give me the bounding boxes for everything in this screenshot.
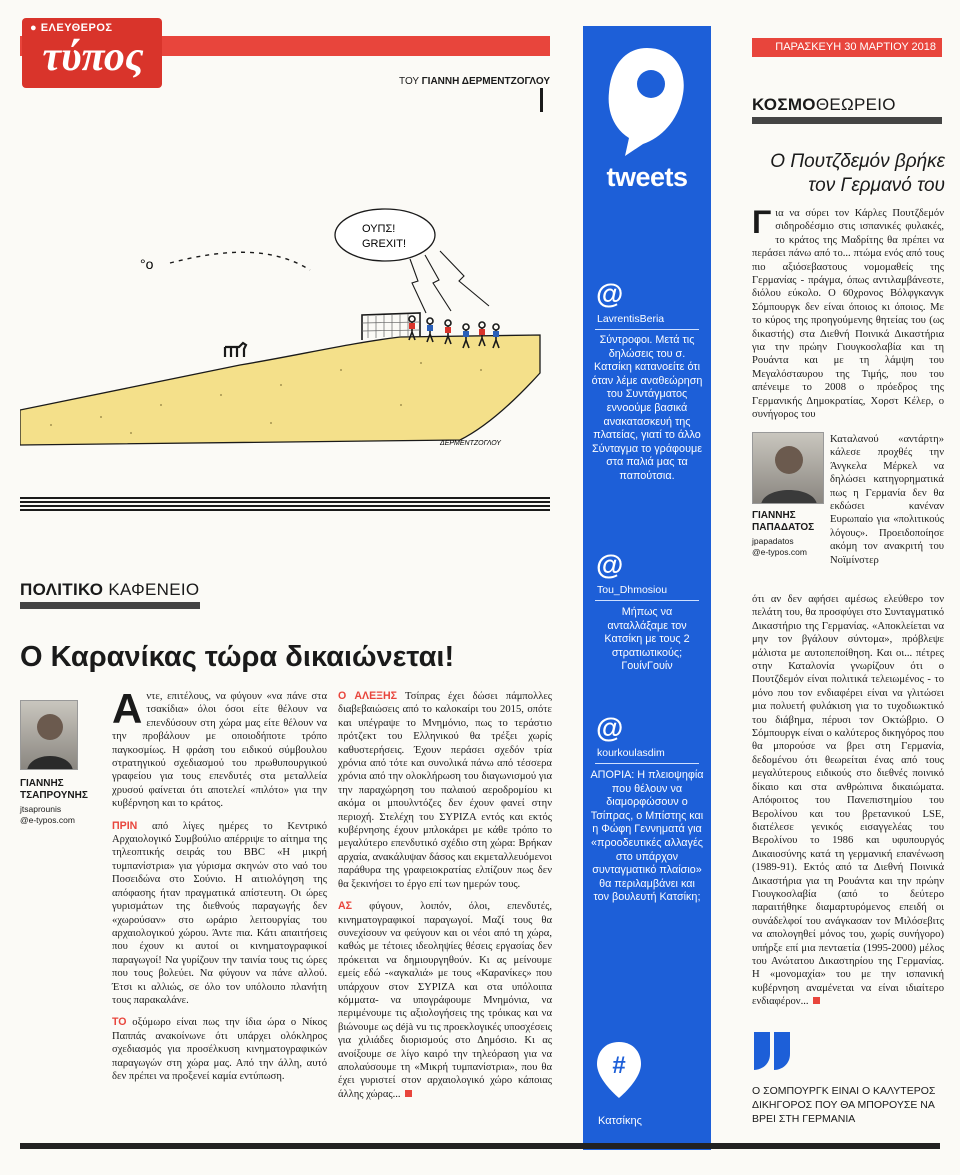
right-headline: Ο Πουτζδεμόν βρήκε τον Γερμανό του <box>770 151 945 196</box>
hashtag-pin-icon <box>595 1040 643 1100</box>
cartoon-speech-bubble <box>335 209 435 261</box>
dropcap: Γ <box>752 204 772 240</box>
pull-quote-caption: Ο ΣΟΜΠΟΥΡΓΚ ΕΙΝΑΙ Ο ΚΑΛΥΤΕΡΟΣ ΔΙΚΗΓΟΡΟΣ ΠΟΥ ΘΑ ΜΠΟΡΟΥΣΕ ΝΑ ΒΡΕΙ ΣΤΗ ΓΕΡΜΑΝΙΑ <box>752 1085 936 1125</box>
tweets-title: tweets <box>606 162 688 192</box>
brand-logo-top: ● ΕΛΕΥΘΕΡΟΣ <box>30 22 113 34</box>
avatar-silhouette-icon <box>753 433 824 504</box>
cartoon-voice-lines <box>410 251 489 313</box>
left-article-col1: Αντε, επιτέλους, να φύγουν «να πάνε στα τσακίδια» όλοι όσοι είτε θέλουν να επενδύσουν στη χώρα μας είτε θέλουν να την προβάλουν με οποιοδήποτε τρόπο παγκοσμίως. Η φράση του ειδικού σύμβουλου στρατηγικού σχεδιασμού του πρωθυπουργικού γραφείου για τους επενδυτές στα μεταλλεία χρυσού φαίνεται ότι αποτελεί «πιλότο» για την κυβέρνηση και το κράτος. ΠΡΙΝ από λίγες ημέρες το Κεντρικό Αρχαιολογικό Συμβούλιο απέρριψε το αίτημα της τηλεοπτικής σειράς του BBC «Η μικρή τυμπανίστρια» για γύρισμα σκηνών στο ναό του Ποσειδώνα στο Σούνιο. Η αιτιολόγηση της απόφασης ήταν πραγματικά απίστευτη. Οι ώρες γυρισμάτων της διεθνούς παραγωγής δεν «χωρούσαν» στο ωράριο λειτουργίας του αρχαιολογικού χώρου. Άντε πια. Κάτι απαιτήσεις που έχουν κι αυτοί οι κινηματογραφικοί παραγωγοί! Να γυρίζουν την ταινία τους τις ώρες που τους βολεύει. Να φύγουν να πάνε αλλού. Έτσι κι αλλιώς, σε όλο τον υπόλοιπο πλανήτη τους παρακαλάνε. ΤΟ οξύμωρο είναι πως την ίδια ώρα ο Νίκος Παππάς ανακοίνωνε ότι υπάρχει ολόκληρος σχεδιασμός για προσέλκυση κινηματογραφικών παραγωγών στη χώρα μας. Από την άλλη, αυτό δεν πρέπει να προξενεί καμία εντύπωση. <box>112 685 327 1082</box>
tweet-divider <box>595 600 699 601</box>
byline-name: ΓΙΑΝΝΗ ΔΕΡΜΕΝΤΖΟΓΛΟΥ <box>421 76 550 87</box>
hashtag-label[interactable]: Κατσίκης <box>598 1115 642 1127</box>
author-name-tsaprounis: ΓΙΑΝΝΗΣ ΤΣΑΠΡΟΥΝΗΣ <box>20 778 88 801</box>
tweet-handle[interactable]: LavrentisBeria <box>597 313 665 325</box>
author-photo-papadatos <box>752 432 824 504</box>
author-name-papadatos: ΓΙΑΝΝΗΣ ΠΑΠΑΔΑΤΟΣ <box>752 510 815 533</box>
byline: ΤΟΥ ΓΙΑΝΝΗ ΔΕΡΜΕΝΤΖΟΓΛΟΥ <box>399 76 550 87</box>
tweet-divider <box>595 329 699 330</box>
tweet-divider <box>595 763 699 764</box>
tweet-at-icon: @ <box>596 549 624 580</box>
author-contact-papadatos: jpapadatos @e-typos.com <box>752 536 807 557</box>
tweet-handle[interactable]: Tou_Dhmosiou <box>597 584 668 596</box>
svg-text:#: # <box>612 1052 626 1079</box>
tweet-text: Σύντροφοι. Μετά τις δηλώσεις του σ. Κατσίκη κατανοείτε ότι όταν λέμε αναθεώρηση του Συντάγματος εννοούμε βασικά ανακατασκευή της πλατείας, γιατί το άλλο Σύνταγμα το γράφουμε στα παλιά μας τα παπούτσια. <box>591 334 703 482</box>
quote-mark-icon <box>752 1030 794 1072</box>
end-mark <box>405 1090 412 1097</box>
bottom-rule <box>20 1143 940 1149</box>
cartoon-ball-text: °o <box>140 256 154 272</box>
separator-rules <box>20 497 550 511</box>
right-article-wrap: Καταλανού «αντάρτη» κάλεσε προχθές την Άνγκελα Μέρκελ να δηλώσει κατηγορηματικά πως η Γερμανία δεν θα εκδώσει κανέναν Ευρωπαίο για «πολιτικούς λόγους». Προειδοποίησε ακόμη τον ανακριτή του Νοϊμίνστερ <box>830 434 944 566</box>
issue-date: ΠΑΡΑΣΚΕΥΗ 30 ΜΑΡΤΙΟΥ 2018 <box>752 38 942 57</box>
cartoon-dog <box>225 343 246 357</box>
right-article-top: Για να σύρει τον Κάρλες Πουτζδεμόν σιδηροδέσμιο στις ισπανικές φυλακές, το κράτος της Μαδρίτης θα πρέπει να περάσει πάνω από το... πτώμα ενός από τους πιο αξιόσεβαστους νομομαθείς της Γερμανίας - πράγμα, όπως αντιλαμβάνεστε, διόλου εύκολο. Ο 60χρονος Βόλφγκανγκ Σόμπουργκ δεν είναι όποιος κι όποιος. Με το κύρος της προηγούμενης θητείας του (ως δικαστής) στα Διεθνή Ποινικά Δικαστήρια για την πρώην Γιουγκοσλαβία και τη Ρουάντα και με τη λάμψη του Μεγαλόσταυρου της Τιμής, που του απένειμε το 2008 ο πρόεδρος της Γερμανικής Δημοκρατίας, Χορστ Κέλερ, ο συνήγορος του <box>752 204 944 421</box>
left-headline: Ο Καρανίκας τώρα δικαιώνεται! <box>20 641 455 673</box>
cartoon-ball-trajectory <box>170 252 310 270</box>
tweet-at-icon: @ <box>596 278 624 309</box>
cartoon-bubble-line2: GREXIT! <box>362 238 407 250</box>
cartoon-bubble-line1: ΟΥΠΣ! <box>362 223 396 235</box>
section-header-bar <box>20 602 200 609</box>
tweet-text: ΑΠΟΡΙΑ: Η πλειοψηφία που θέλουν να διαμορφώσουν ο Τσίπρας, ο Μπίστης και η Φώφη Γεννηματά για «προοδευτικές αλλαγές στο υπάρχον συνταγματικό πλαίσιο» θα περιλαμβάνει και τον βουλευτή Κατσίκη; <box>590 769 704 904</box>
tweet-text: Μήπως να ανταλλάξαμε τον Κατσίκη με τους 2 στρατιωτικούς; ΓουίνΓουίν <box>604 606 690 673</box>
brand-logo-main: τύπος <box>42 34 144 80</box>
byline-tick <box>540 88 543 112</box>
author-contact-tsaprounis: jtsaprounis @e-typos.com <box>20 804 75 825</box>
tweets-bird-icon <box>603 40 691 158</box>
right-article-bottom: ότι αν δεν αφήσει αμέσως ελεύθερο τον πελάτη του, θα προσφύγει στο Συνταγματικό Δικαστήριο της Γερμανίας. «Αποκλείεται να μην τον βγάλουν σύντομα», πρόβλεψε μάλιστα με αυτοπεποίθηση. Και οι... πέτρες στην Καταλονία γνωρίζουν ότι ο Πουτζδεμόν είναι πολιτικά τελειωμένος - το μόνο που τον ενδιαφέρει είναι να γλιτώσει μια πολυετή φυλάκιση για το τυχοδιωκτικό του διάβημα, πέρυσι τον Οκτώβριο. Ο Σόμπουργκ είναι ο καλύτερος δικηγόρος που θα μπορούσε να βρει στη Γερμανία, δεδομένου ότι θεωρείται ένας από τους μεγαλύτερους ειδικούς στο διεθνές ποινικό δίκαιο και στα ανθρώπινα δικαιώματα. Απόφοιτος του Πανεπιστημίου του Βερολίνου και του βρετανικού LSE, διατέλεσε γενικός εισαγγελέας του Βερολίνου το 1986 και υφυπουργός Δικαιοσύνης κατά τη γερμανική επανένωση (1989-91). Εκτός από τα Διεθνή Ποινικά Δικαστήρια για τη Ρουάντα και την πρώην Γιουγκοσλαβία (από το δεύτερο παραιτήθηκε διαμαρτυρόμενος επειδή οι συνάδελφοί του ανάγκασαν τον Μιλόσεβιτς να απολογηθεί μόνος του, χωρίς συνήγορο) υπήρξε επί μια πενταετία (1995-2000) μέλος του Ανώτατου Δικαστηρίου της Γερμανίας. Η «μονομαχία» του με την ισπανική κυβέρνηση αναμένεται να είναι ιδιαίτερο ενδιαφέρον... <box>752 594 944 1008</box>
end-mark <box>813 997 820 1004</box>
author-photo-tsaprounis <box>20 700 78 770</box>
section-header-bar <box>752 117 942 124</box>
section-header-kosmotheoreio: ΚΟΣΜΟΘΕΩΡΕΙΟ <box>752 95 896 114</box>
left-article-col2: Ο ΑΛΕΞΗΣ Τσίπρας έχει δώσει πάμπολλες διαβεβαιώσεις από το καλοκαίρι του 2015, οπότε και υπέγραψε το Μνημόνιο, πως το τεράστιο πρότζεκτ του Ελληνικού θα τρέξει χωρίς καθυστερήσεις. Έχουν περάσει σχεδόν τρία χρόνια από τότε και συνολικά πάνω από τέσσερα χρόνια από την ολοκλήρωση του διαγωνισμού για την παραχώρηση του παλαιού αεροδρομίου κι ακόμα οι μπουλντόζες δεν έχουν φανεί στην περιοχή. Στελέχη του ΣΥΡΙΖΑ εντός και εκτός κυβέρνησης έχουν μπλοκάρει με κάθε τρόπο το μεγαλύτερο επενδυτικό σχέδιο στη χώρα: Βρήκαν αρχαία, ανακάλυψαν δάσος και εκμεταλλευόμενοι παράθυρα της γραφειοκρατίας ελπίζουν πως δεν θα ξεκινήσει το έργο επί των ημερών τους. ΑΣ φύγουν, λοιπόν, όλοι, επενδυτές, κινηματογραφικοί παραγωγοί. Μαζί τους θα συνεχίσουν να φεύγουν και οι νέοι από τη χώρα, καθώς με τέτοιες ιδεοληψίες θέσεις εργασίας δεν πρόκειται να δημιουργηθούν. Κι ας μείνουμε εμείς εδώ -«αγκαλιά» με τους «Καρανίκες» που υπάρχουν στον ΣΥΡΙΖΑ και στα υπόλοιπα κόμματα- να υπογράφουμε Μνημόνια, να περιμένουμε τις αξιολογήσεις της τρόικας και να βιώνουμε ως déjà vu τις προεκλογικές υποσχέσεις για χιλιάδες διορισμούς στο Δημόσιο. Κι ας ανοίξουμε σε λίγο καιρό την τηλεόραση για να απολαύσουμε τη «Μικρή τυμπανίστρια», που θα έχει γυριστεί στον αρχαιολογικό χώρο κάποιας άλλης χώρας... <box>338 690 552 1100</box>
avatar-silhouette-icon <box>21 701 78 770</box>
political-cartoon <box>20 195 550 465</box>
cartoon-cliff <box>20 335 540 445</box>
section-header-politiko: ΠΟΛΙΤΙΚΟ ΚΑΦΕΝΕΙΟ <box>20 580 200 599</box>
dropcap: Α <box>112 685 143 732</box>
tweet-at-icon: @ <box>596 712 624 743</box>
cartoon-signature: ΔΕΡΜΕΝΤΖΟΓΛΟΥ <box>440 440 501 447</box>
tweet-handle[interactable]: kourkoulasdim <box>597 747 665 759</box>
